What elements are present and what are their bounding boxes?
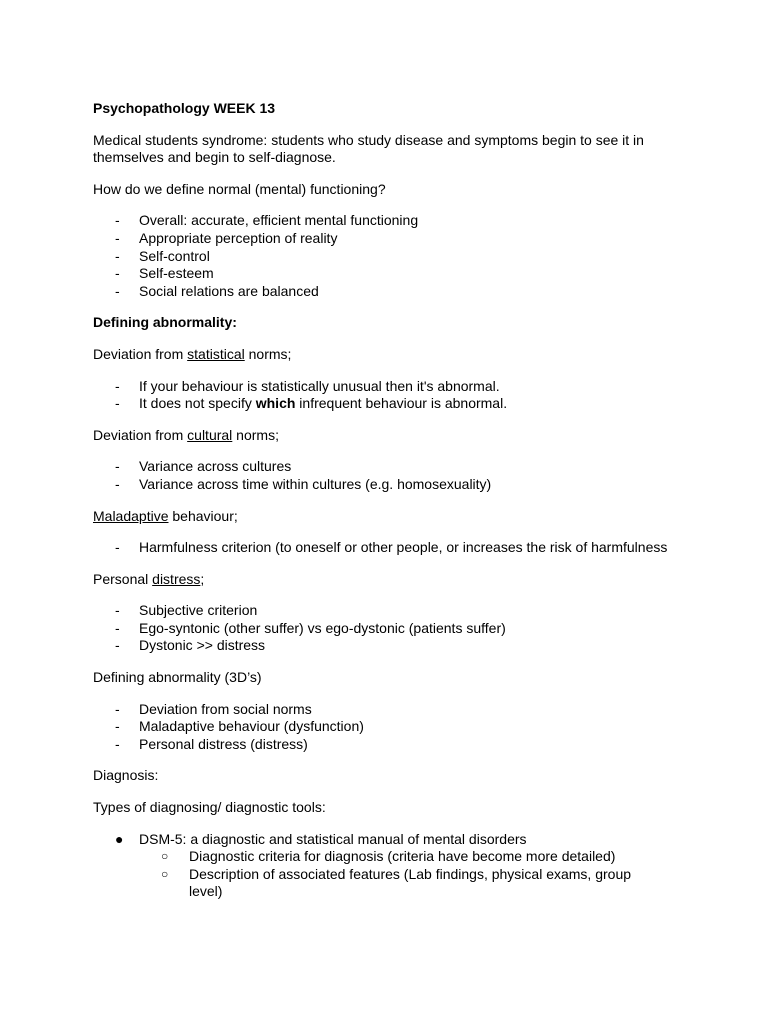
dash-marker: - [115, 229, 120, 246]
circle-marker: ○ [161, 866, 169, 881]
sublist-item-text: Description of associated features (Lab findings, physical exams, group level) [189, 865, 632, 900]
list-item-text: Appropriate perception of reality [139, 229, 338, 246]
list-item-text: Ego-syntonic (other suffer) vs ego-dystonic (patients suffer) [139, 619, 506, 636]
dash-marker: - [115, 637, 120, 654]
list-item-text: Self-control [139, 247, 210, 264]
list-item [93, 212, 693, 230]
list-item-text: DSM-5: a diagnostic and statistical manual of mental disorders [139, 830, 527, 847]
list-item [93, 831, 693, 901]
dsm-sublist [139, 848, 693, 901]
list-item [93, 701, 693, 719]
list-item [93, 620, 693, 638]
list-item [93, 602, 693, 620]
list-item [93, 637, 693, 655]
list-item-text: If your behaviour is statistically unusual then it's abnormal. [139, 377, 500, 394]
bold-keyword: which [255, 395, 296, 412]
dash-marker: - [115, 539, 120, 556]
dash-marker: - [115, 700, 120, 717]
normal-functioning-list [93, 212, 693, 300]
dash-marker: - [115, 377, 120, 394]
underlined-keyword: statistical [187, 345, 245, 362]
dash-marker: - [115, 247, 120, 264]
list-item [93, 736, 693, 754]
dash-marker: - [115, 718, 120, 735]
list-item [93, 378, 693, 396]
heading-text: Deviation from [93, 345, 188, 362]
list-item-text: Deviation from social norms [139, 700, 312, 717]
list-item [93, 539, 693, 557]
circle-marker: ○ [161, 849, 169, 864]
statistical-heading [93, 346, 693, 364]
maladaptive-heading [93, 508, 693, 526]
heading-text: behaviour; [168, 507, 238, 524]
distress-heading [93, 571, 693, 589]
list-item-text: It does not specify [139, 395, 256, 412]
document-body [93, 100, 693, 901]
list-item-text: Social relations are balanced [139, 282, 319, 299]
diagnostic-tools-list [93, 831, 693, 901]
heading-text: Deviation from [93, 426, 188, 443]
diagnostic-tools-heading: Types of diagnosing/ diagnostic tools: [93, 799, 326, 816]
diagnosis-heading: Diagnosis: [93, 767, 159, 784]
dash-marker: - [115, 619, 120, 636]
dash-marker: - [115, 475, 120, 492]
list-item [93, 248, 693, 266]
list-item-text: infrequent behaviour is abnormal. [295, 395, 508, 412]
sublist-item [139, 848, 693, 866]
list-item [93, 265, 693, 283]
normal-question: How do we define normal (mental) functioning? [93, 180, 386, 197]
defining-abnormality-heading: Defining abnormality: [93, 314, 237, 331]
list-item [93, 476, 693, 494]
three-ds-heading: Defining abnormality (3D’s) [93, 669, 262, 686]
list-item-text: Personal distress (distress) [139, 735, 308, 752]
intro-paragraph: Medical students syndrome: students who study disease and symptoms begin to see it in themselves and begin to self-diagnose. [93, 131, 644, 166]
dash-marker: - [115, 212, 120, 229]
statistical-list [93, 378, 693, 413]
underlined-keyword: cultural [187, 426, 233, 443]
list-item-text: Subjective criterion [139, 602, 258, 619]
underlined-keyword: Maladaptive [93, 507, 169, 524]
heading-text: ; [200, 570, 205, 587]
sublist-item [139, 866, 693, 901]
maladaptive-list [93, 539, 693, 557]
heading-text: Personal [93, 570, 153, 587]
cultural-list [93, 458, 693, 493]
dash-marker: - [115, 395, 120, 412]
list-item-text: Maladaptive behaviour (dysfunction) [139, 718, 364, 735]
list-item [93, 230, 693, 248]
dash-marker: - [115, 265, 120, 282]
list-item-text: Overall: accurate, efficient mental functioning [139, 212, 419, 229]
list-item-text: Dystonic >> distress [139, 637, 266, 654]
list-item [93, 458, 693, 476]
heading-text: norms; [244, 345, 292, 362]
list-item-text: Variance across cultures [139, 458, 292, 475]
dash-marker: - [115, 282, 120, 299]
list-item-text: Self-esteem [139, 265, 214, 282]
sublist-item-text: Diagnostic criteria for diagnosis (criteria have become more detailed) [189, 848, 616, 865]
list-item-text: Harmfulness criterion (to oneself or other people, or increases the risk of harmfulness [139, 539, 668, 556]
heading-text: norms; [232, 426, 279, 443]
dash-marker: - [115, 735, 120, 752]
dash-marker: - [115, 458, 120, 475]
bullet-marker: ● [115, 830, 124, 847]
three-ds-list [93, 701, 693, 754]
list-item [93, 395, 693, 413]
underlined-keyword: distress [152, 570, 201, 587]
distress-list [93, 602, 693, 655]
dash-marker: - [115, 602, 120, 619]
document-title: Psychopathology WEEK 13 [93, 100, 276, 116]
list-item-text: Variance across time within cultures (e.g. homosexuality) [139, 475, 492, 492]
cultural-heading [93, 427, 693, 445]
list-item [93, 283, 693, 301]
list-item [93, 718, 693, 736]
